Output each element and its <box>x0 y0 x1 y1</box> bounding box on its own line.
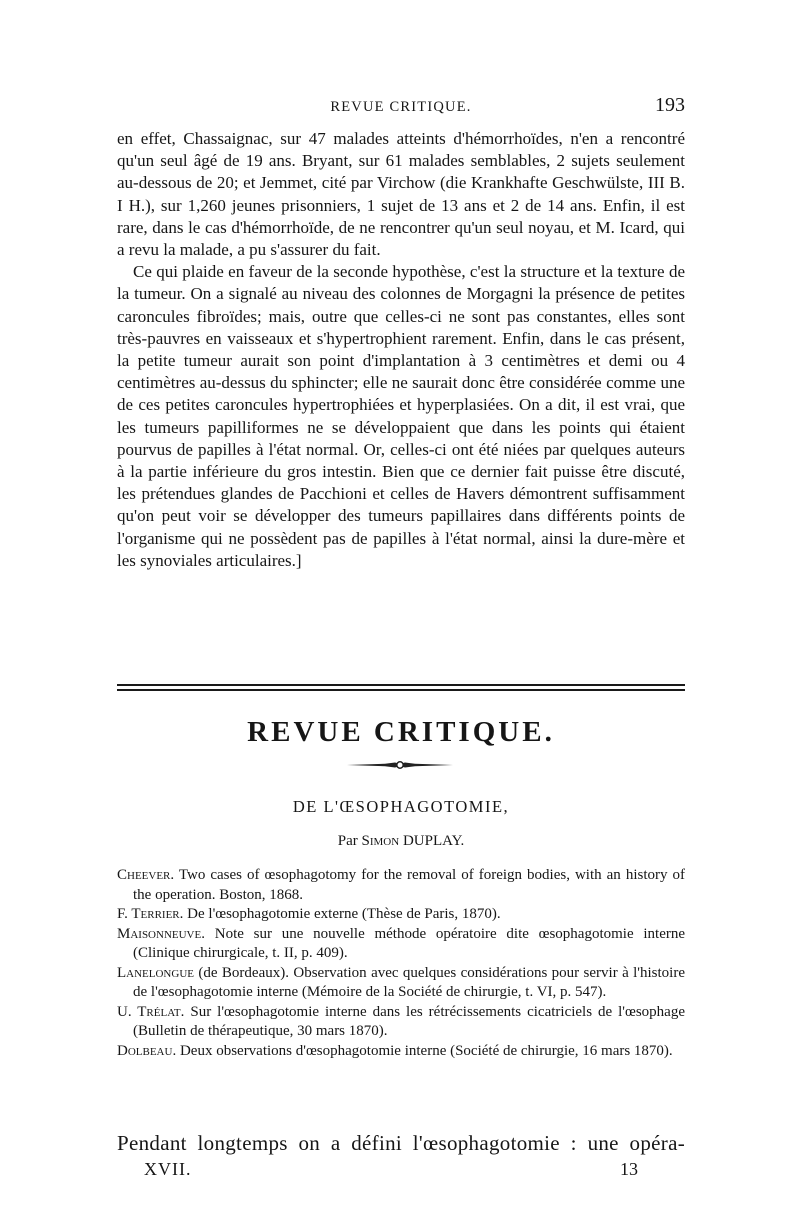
reference-text: Sur l'œsophagotomie interne dans les rétrécissements cicatriciels de l'œsophage (Bulletin de thérapeutique, 30 mars 1870). <box>133 1003 685 1039</box>
reference-author: Dolbeau. <box>117 1042 177 1059</box>
running-head <box>117 94 685 120</box>
reference-text: De l'œsophagotomie externe (Thèse de Paris, 1870). <box>187 906 501 922</box>
reference-text: (de Bordeaux). Observation avec quelques considérations pour servir à l'histoire de l'œsophagotomie interne (Mémoire de la Société de chirurgie, t. VI, p. 547). <box>133 964 685 1000</box>
article-author <box>117 833 685 850</box>
reference-author: U. Trélat. <box>117 1003 185 1020</box>
author-last-name: DUPLAY. <box>402 833 465 849</box>
reference-item <box>117 905 685 925</box>
reference-text: Two cases of œsophagotomy for the removal of foreign bodies, with an history of the operation. Boston, 1868. <box>133 867 685 903</box>
author-prefix: Par <box>337 833 358 849</box>
reference-list <box>117 866 685 1061</box>
reference-item <box>117 964 685 1003</box>
author-first-name: Simon <box>361 833 400 849</box>
reference-author: F. Terrier. <box>117 906 184 922</box>
ornament-divider-icon <box>345 759 455 771</box>
sheet-number: 13 <box>620 1159 638 1179</box>
closing-line: Pendant longtemps on a défini l'œsophagotomie : une opéra- <box>117 1131 685 1155</box>
reference-text: Note sur une nouvelle méthode opératoire dite œsophagotomie interne (Clinique chirurgicale, t. II, p. 409). <box>133 925 686 961</box>
paragraph: Ce qui plaide en faveur de la seconde hypothèse, c'est la structure et la texture de la tumeur. On a signalé au niveau des colonnes de Morgagni la présence de petites caroncules fibroïdes; mais, outre que celles-ci ne sont pas constantes, elles sont très-pauvres en vaisseaux et s'hypertrophient rarement. Enfin, dans le cas présent, la petite tumeur aurait son point d'implantation à 3 centimètres et demi ou 4 centimètres au-dessus du sphincter; elle ne saurait donc être considérée comme une de ces petites caroncules hypertrophiées et hyperplasiées. On a dit, il est vrai, que les tumeurs papilliformes ne se développaient que dans les points qui étaient pourvus de papilles à l'état normal. Or, celles-ci ont été niées par quelques auteurs à la partie inférieure du gros intestin. Bien que ce dernier fait puisse être discuté, les prétendues glandes de Pacchioni et celles de Havers démontrent suffisamment qu'on peut voir se développer des tumeurs papillaires dans différents points de l'organisme qui ne possèdent pas de papilles à l'état normal, ainsi la dure-mère et les synoviales articulaires.] <box>117 262 685 570</box>
reference-item <box>117 1042 685 1062</box>
section-title: REVUE CRITIQUE. <box>247 716 555 748</box>
printer-signature <box>144 1157 638 1187</box>
body-text <box>117 128 685 572</box>
reference-author: Maisonneuve. <box>117 925 205 942</box>
reference-item <box>117 925 685 964</box>
running-head-title: REVUE CRITIQUE. <box>330 99 472 115</box>
article-subtitle: DE L'ŒSOPHAGOTOMIE, <box>292 797 510 816</box>
reference-author: Lanelongue <box>117 964 194 981</box>
page-number: 193 <box>655 94 685 116</box>
paragraph-continued: en effet, Chassaignac, sur 47 malades atteints d'hémorrhoïdes, n'en a rencontré qu'un seul âgé de 19 ans. Bryant, sur 61 malades semblables, 2 sujets seulement au-dessous de 20; et Jemmet, cité par Virchow (die Krankhafte Geschwülste, III B. I H.), sur 1,260 jeunes prisonniers, 1 sujet de 13 ans et 2 de 14 ans. Enfin, il est rare, dans le cas d'hémorrhoïde, de ne rencontrer qu'un seul noyau, et M. Icard, qui a revu la malade, a pu s'assurer du fait. <box>117 129 685 260</box>
reference-item <box>117 1003 685 1042</box>
section-rule-thin <box>117 689 685 691</box>
reference-author: Cheever. <box>117 867 175 883</box>
reference-item <box>117 866 685 905</box>
section-rule-thick <box>117 684 685 686</box>
volume-mark: XVII. <box>144 1159 192 1179</box>
reference-text: Deux observations d'œsophagotomie interne (Société de chirurgie, 16 mars 1870). <box>179 1042 673 1059</box>
